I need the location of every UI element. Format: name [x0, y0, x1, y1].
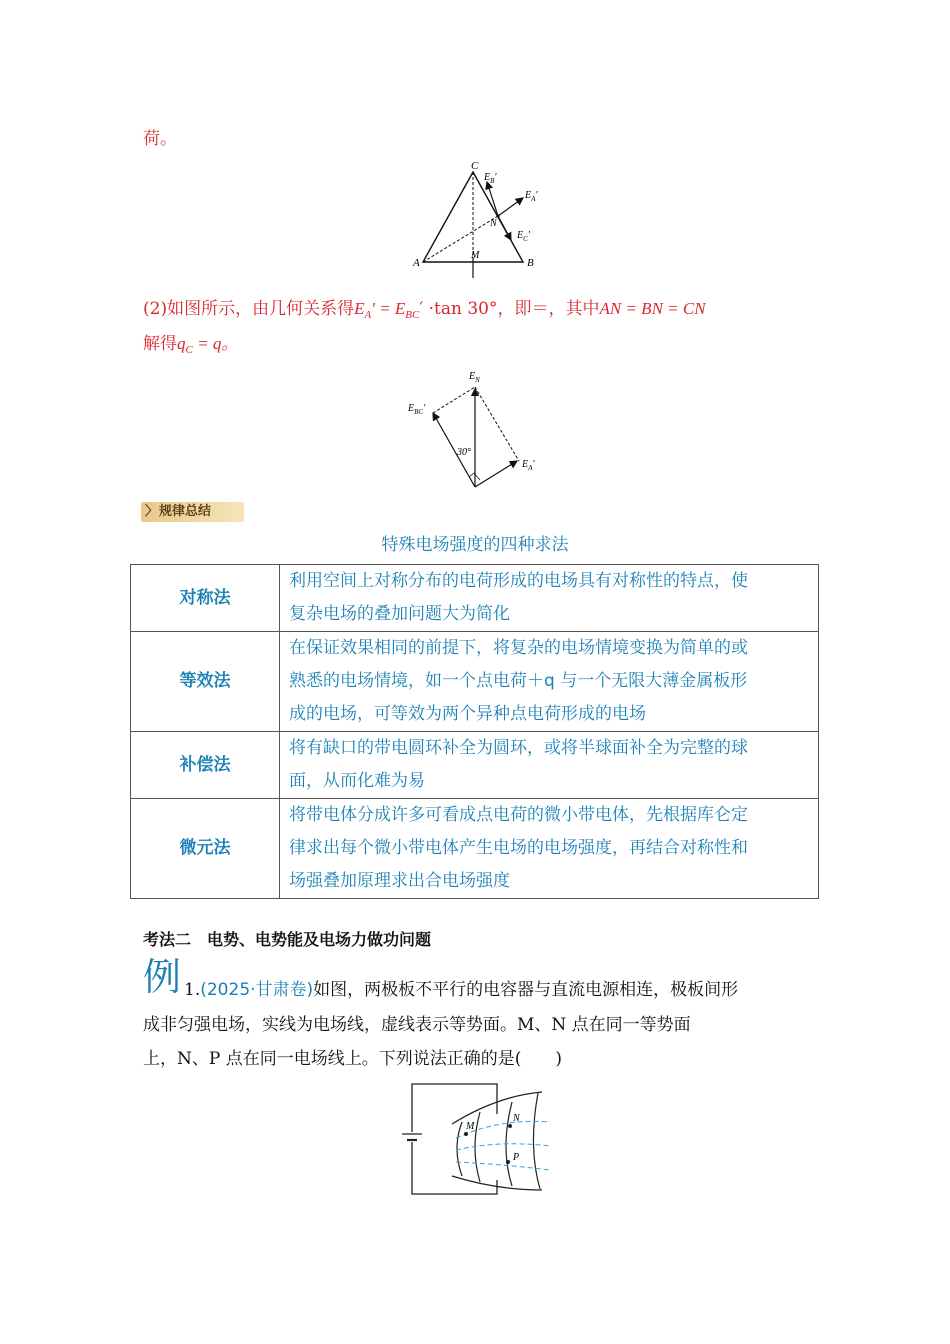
example-mark: 例 [143, 955, 182, 999]
chevron-right-icon: 〉 [145, 504, 159, 519]
answer-line-0: 荷。 [143, 129, 177, 149]
answer-part2-line2: 解得$q_C = q$。 [143, 334, 239, 356]
label-angle: 30° [457, 447, 471, 458]
summary-badge: 〉规律总结 [141, 502, 244, 522]
triangle-field-figure [405, 158, 565, 278]
example-line-1: 1.(2025·甘肃卷)如图，两极板不平行的电容器与直流电源相连，极板间形 [184, 980, 739, 1000]
label-a: A [413, 257, 420, 269]
label-ec: $E_C'$ [517, 230, 530, 243]
vector-ec [498, 216, 511, 240]
median-an [423, 216, 498, 262]
label-en: $E_N$ [469, 371, 480, 384]
method-name: 补偿法 [131, 732, 280, 799]
summary-title: 特殊电场强度的四种求法 [381, 535, 569, 555]
label-b: B [527, 257, 534, 269]
label-ea2: $E_A'$ [522, 459, 535, 472]
label-ea: $E_A'$ [525, 190, 538, 203]
label-c: C [471, 160, 479, 172]
example-line-2: 成非匀强电场，实线为电场线，虚线表示等势面。M、N 点在同一等势面 [143, 1015, 691, 1035]
method-desc: 将有缺口的带电圆环补全为圆环，或将半球面补全为完整的球 面，从而化难为易 [280, 732, 819, 799]
label-m: M [471, 250, 480, 261]
label-m: M [466, 1121, 475, 1132]
label-eb: $E_B'$ [484, 172, 497, 185]
method-desc: 利用空间上对称分布的电荷形成的电场具有对称性的特点，使 复杂电场的叠加问题大为简化 [280, 565, 819, 632]
method-desc: 将带电体分成许多可看成点电荷的微小带电体，先根据库仑定 律求出每个微小带电体产生电场的电场强度，再结合对称性和 场强叠加原理求出合电场强度 [280, 799, 819, 899]
label-n: N [490, 218, 497, 229]
example-line-3: 上，N、P 点在同一电场线上。下列说法正确的是( ) [143, 1049, 562, 1069]
table-row [131, 565, 819, 632]
label-n: N [513, 1113, 520, 1124]
vector-ea [498, 198, 523, 216]
capacitor-figure [400, 1078, 560, 1203]
label-p: P [513, 1152, 520, 1163]
answer-part2-line1: (2)如图所示，由几何关系得$E_A' = E_{BC}' \cdot\tan$ 30°，即＝，其中AN = BN = CN [143, 299, 706, 321]
method-name: 微元法 [131, 799, 280, 899]
vector-sum-figure [405, 365, 555, 495]
section-heading: 考法二 电势、电势能及电场力做功问题 [143, 930, 432, 949]
table-row [131, 632, 819, 732]
table-row [131, 799, 819, 899]
label-ebc: $E_{BC}'$ [408, 403, 426, 416]
table-row [131, 732, 819, 799]
method-name: 对称法 [131, 565, 280, 632]
summary-table [130, 564, 819, 899]
method-desc: 在保证效果相同的前提下，将复杂的电场情境变换为简单的或 熟悉的电场情境，如一个点电荷＋q 与一个无限大薄金属板形 成的电场，可等效为两个异种点电荷形成的电场 [280, 632, 819, 732]
method-name: 等效法 [131, 632, 280, 732]
